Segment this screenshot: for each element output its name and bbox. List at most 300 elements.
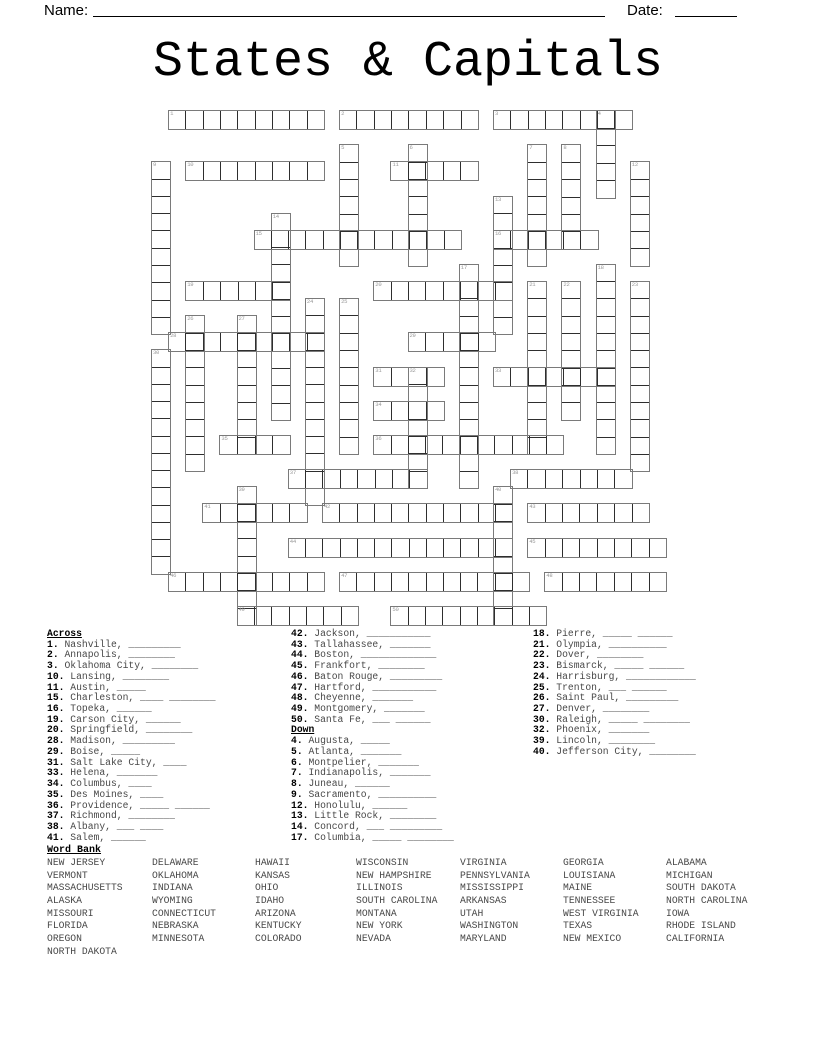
grid-word-49-across bbox=[237, 606, 360, 626]
grid-cell bbox=[631, 215, 649, 232]
grid-cell bbox=[427, 504, 444, 522]
grid-cell bbox=[494, 487, 512, 504]
grid-cell bbox=[341, 539, 358, 557]
word-bank-entry: ILLINOIS bbox=[356, 882, 403, 894]
grid-cell bbox=[238, 162, 255, 180]
word-bank-entry: WASHINGTON bbox=[460, 920, 519, 932]
clue-number: 15. bbox=[47, 692, 65, 704]
clue-number: 42. bbox=[291, 628, 309, 639]
grid-cell-number: 1 bbox=[170, 110, 174, 117]
grid-cell bbox=[340, 386, 358, 403]
grid-cell bbox=[340, 334, 358, 351]
grid-cell bbox=[391, 607, 408, 625]
grid-cell bbox=[409, 368, 427, 385]
grid-cell bbox=[392, 111, 409, 129]
grid-cell-number: 44 bbox=[289, 537, 296, 545]
grid-cell bbox=[461, 436, 478, 454]
clue-item-49: 49. Montgomery, _______ bbox=[291, 703, 425, 715]
grid-cell-number: 8 bbox=[563, 144, 567, 152]
grid-cell bbox=[221, 573, 238, 591]
grid-cell-number: 6 bbox=[409, 144, 413, 152]
word-bank-entry: UTAH bbox=[460, 907, 484, 919]
grid-cell bbox=[461, 162, 478, 180]
grid-cell bbox=[546, 231, 563, 249]
grid-cell bbox=[256, 333, 273, 351]
word-bank-column-3 bbox=[255, 857, 302, 946]
grid-cell bbox=[186, 282, 203, 300]
clue-item-31: 31. Salt Lake City, ____ bbox=[47, 756, 187, 768]
grid-cell bbox=[238, 487, 256, 504]
clue-number: 39. bbox=[533, 735, 551, 747]
grid-cell bbox=[460, 299, 478, 316]
grid-cell bbox=[562, 163, 580, 180]
grid-cell bbox=[341, 231, 358, 249]
clue-item-20: 20. Springfield, ________ bbox=[47, 724, 193, 736]
grid-cell bbox=[631, 351, 649, 368]
grid-cell bbox=[169, 333, 186, 351]
grid-cell bbox=[528, 197, 546, 214]
grid-cell bbox=[409, 282, 426, 300]
grid-cell bbox=[152, 162, 170, 179]
grid-cell bbox=[513, 436, 530, 454]
grid-cell-number: 14 bbox=[272, 212, 279, 220]
grid-cell bbox=[409, 436, 426, 454]
word-bank-entry: NEW MEXICO bbox=[563, 932, 622, 944]
grid-cell bbox=[272, 404, 290, 420]
clue-item-11: 11. Austin, _____ bbox=[47, 681, 146, 693]
grid-cell bbox=[186, 333, 203, 351]
grid-cell bbox=[479, 333, 496, 351]
grid-cell bbox=[273, 504, 290, 522]
word-bank-entry: IDAHO bbox=[255, 894, 285, 906]
grid-cell bbox=[169, 111, 186, 129]
grid-cell bbox=[631, 282, 649, 299]
clue-item-13: 13. Little Rock, ________ bbox=[291, 810, 437, 822]
grid-cell-number: 40 bbox=[495, 486, 502, 494]
grid-cell bbox=[547, 436, 563, 454]
clue-item-50: 50. Santa Fe, ___ ______ bbox=[291, 713, 431, 725]
clue-item-16: 16. Topeka, ______ bbox=[47, 703, 152, 715]
grid-cell bbox=[186, 368, 204, 385]
clue-item-22: 22. Dover, ________ bbox=[533, 649, 644, 661]
word-bank-entry: PENNSYLVANIA bbox=[460, 869, 530, 881]
grid-cell bbox=[238, 403, 256, 420]
grid-word-1-across bbox=[168, 110, 325, 130]
grid-cell bbox=[289, 470, 306, 488]
grid-cell bbox=[528, 250, 546, 266]
grid-cell bbox=[529, 231, 546, 249]
grid-cell bbox=[427, 111, 444, 129]
grid-cell bbox=[392, 573, 409, 591]
grid-cell bbox=[204, 573, 221, 591]
grid-cell bbox=[272, 214, 290, 231]
grid-cell bbox=[358, 539, 375, 557]
grid-cell-number: 39 bbox=[238, 486, 245, 494]
grid-cell bbox=[597, 334, 615, 351]
grid-cell bbox=[581, 231, 597, 249]
grid-cell bbox=[494, 301, 512, 318]
grid-cell bbox=[528, 163, 546, 180]
grid-cell bbox=[340, 197, 358, 214]
grid-cell bbox=[272, 607, 289, 625]
grid-cell bbox=[221, 333, 238, 351]
grid-cell-number: 26 bbox=[187, 315, 194, 323]
clue-number: 43. bbox=[291, 638, 309, 650]
clue-item-9: 9. Sacramento, __________ bbox=[291, 788, 437, 800]
clue-number: 48. bbox=[291, 692, 309, 704]
grid-cell-number: 15 bbox=[255, 229, 262, 237]
clue-number: 5. bbox=[291, 745, 303, 757]
grid-cell-number: 34 bbox=[375, 400, 382, 408]
word-bank-entry: OHIO bbox=[255, 882, 279, 894]
grid-cell bbox=[528, 282, 546, 299]
grid-cell bbox=[306, 403, 324, 420]
grid-cell bbox=[545, 573, 562, 591]
grid-cell bbox=[631, 180, 649, 197]
grid-cell bbox=[460, 455, 478, 472]
grid-cell-number: 45 bbox=[529, 537, 536, 545]
word-bank-entry: KANSAS bbox=[255, 869, 290, 881]
grid-cell bbox=[443, 436, 460, 454]
grid-word-34-across bbox=[373, 401, 444, 421]
grid-cell bbox=[152, 350, 170, 367]
grid-cell bbox=[562, 317, 580, 334]
grid-word-33-across bbox=[493, 367, 616, 387]
grid-cell bbox=[152, 523, 170, 540]
grid-cell bbox=[513, 573, 529, 591]
grid-cell bbox=[562, 334, 580, 351]
grid-cell bbox=[562, 403, 580, 419]
grid-cell bbox=[392, 402, 410, 420]
grid-cell-number: 10 bbox=[187, 161, 194, 169]
word-bank-header: Word Bank bbox=[47, 845, 102, 856]
word-bank-entry: CONNECTICUT bbox=[152, 907, 216, 919]
grid-cell bbox=[393, 231, 410, 249]
grid-cell bbox=[203, 504, 220, 522]
clue-number: 16. bbox=[47, 703, 65, 715]
grid-cell bbox=[494, 231, 511, 249]
clue-item-6: 6. Montpelier, _______ bbox=[291, 756, 419, 768]
grid-cell bbox=[444, 573, 461, 591]
grid-cell bbox=[597, 573, 614, 591]
grid-cell bbox=[461, 539, 478, 557]
grid-cell bbox=[392, 436, 409, 454]
grid-cell bbox=[392, 504, 409, 522]
clue-item-24: 24. Harrisburg, ____________ bbox=[533, 670, 696, 682]
grid-cell bbox=[597, 420, 615, 437]
grid-cell bbox=[460, 472, 478, 488]
clue-item-36: 36. Providence, _____ ______ bbox=[47, 799, 210, 811]
grid-cell-number: 9 bbox=[153, 161, 157, 169]
clue-number: 12. bbox=[291, 799, 309, 811]
grid-cell bbox=[478, 607, 495, 625]
grid-cell bbox=[392, 282, 409, 300]
grid-word-48-across bbox=[544, 572, 667, 592]
grid-cell bbox=[631, 420, 649, 437]
grid-cell bbox=[340, 163, 358, 180]
grid-cell bbox=[631, 317, 649, 334]
clue-item-23: 23. Bismarck, _____ ______ bbox=[533, 660, 685, 672]
grid-cell bbox=[444, 282, 461, 300]
grid-cell-number: 36 bbox=[375, 434, 382, 442]
word-bank-entry: COLORADO bbox=[255, 932, 302, 944]
grid-cell bbox=[580, 539, 597, 557]
grid-cell bbox=[409, 607, 426, 625]
grid-cell-number: 38 bbox=[512, 469, 519, 477]
clue-item-35: 35. Des Moines, ____ bbox=[47, 788, 164, 800]
grid-cell bbox=[152, 214, 170, 231]
grid-cell bbox=[598, 368, 614, 386]
grid-cell bbox=[597, 265, 615, 282]
grid-cell bbox=[340, 316, 358, 333]
clue-item-15: 15. Charleston, ____ ________ bbox=[47, 692, 216, 704]
grid-cell bbox=[340, 351, 358, 368]
grid-cell bbox=[496, 282, 512, 300]
grid-cell bbox=[256, 436, 274, 454]
grid-cell bbox=[546, 470, 563, 488]
grid-cell bbox=[631, 455, 649, 471]
grid-cell bbox=[650, 539, 666, 557]
grid-cell-number: 17 bbox=[460, 263, 467, 271]
grid-cell bbox=[460, 403, 478, 420]
grid-cell-number: 48 bbox=[546, 571, 553, 579]
grid-cell bbox=[324, 607, 341, 625]
clue-number: 33. bbox=[47, 767, 65, 779]
clue-number: 46. bbox=[291, 670, 309, 682]
grid-cell bbox=[528, 180, 546, 197]
grid-cell bbox=[444, 111, 461, 129]
clue-item-19: 19. Carson City, ______ bbox=[47, 713, 181, 725]
grid-cell bbox=[238, 316, 256, 333]
grid-cell bbox=[444, 539, 461, 557]
word-bank-entry: SOUTH DAKOTA bbox=[666, 882, 736, 894]
grid-cell bbox=[631, 249, 649, 265]
grid-cell bbox=[426, 436, 443, 454]
grid-cell bbox=[340, 420, 358, 437]
grid-cell bbox=[238, 436, 256, 454]
grid-cell bbox=[631, 438, 649, 455]
clue-number: 14. bbox=[291, 820, 309, 832]
clue-number: 28. bbox=[47, 735, 65, 747]
grid-cell bbox=[494, 368, 511, 386]
grid-cell bbox=[152, 506, 170, 523]
clue-number: 21. bbox=[533, 638, 551, 650]
grid-word-28-across bbox=[168, 332, 325, 352]
grid-cell bbox=[272, 352, 290, 369]
grid-cell bbox=[323, 539, 340, 557]
clue-number: 1. bbox=[47, 638, 59, 650]
clue-number: 11. bbox=[47, 681, 65, 693]
grid-cell bbox=[511, 111, 528, 129]
grid-cell bbox=[562, 282, 580, 299]
word-bank-column-1 bbox=[47, 857, 123, 958]
grid-cell bbox=[340, 403, 358, 420]
grid-word-2-across bbox=[339, 110, 479, 130]
grid-cell bbox=[562, 299, 580, 316]
grid-cell-number: 25 bbox=[341, 298, 348, 306]
clue-number: 13. bbox=[291, 810, 309, 822]
clue-number: 38. bbox=[47, 820, 65, 832]
grid-cell-number: 42 bbox=[324, 503, 331, 511]
clue-number: 41. bbox=[47, 831, 65, 843]
grid-cell-number: 13 bbox=[495, 195, 502, 203]
word-bank-entry: ARKANSAS bbox=[460, 894, 507, 906]
grid-cell-number: 3 bbox=[495, 110, 499, 117]
grid-cell bbox=[615, 504, 632, 522]
grid-cell bbox=[631, 232, 649, 249]
clue-number: 25. bbox=[533, 681, 551, 693]
clue-number: 2. bbox=[47, 649, 59, 661]
clue-number: 34. bbox=[47, 778, 65, 790]
grid-cell-number: 7 bbox=[529, 144, 533, 152]
clue-number: 32. bbox=[533, 724, 551, 736]
grid-cell bbox=[306, 368, 324, 385]
grid-cell bbox=[341, 470, 358, 488]
grid-cell bbox=[391, 162, 409, 180]
grid-cell bbox=[238, 333, 255, 351]
grid-cell bbox=[427, 573, 444, 591]
grid-cell bbox=[290, 111, 307, 129]
grid-cell-number: 29 bbox=[409, 332, 416, 340]
grid-cell bbox=[374, 282, 391, 300]
clue-number: 18. bbox=[533, 628, 551, 639]
grid-cell bbox=[427, 539, 444, 557]
grid-cell-number: 12 bbox=[631, 161, 638, 169]
grid-cell bbox=[375, 504, 392, 522]
grid-cell bbox=[306, 231, 323, 249]
grid-cell bbox=[221, 162, 238, 180]
grid-cell bbox=[460, 368, 478, 385]
grid-cell bbox=[273, 282, 289, 300]
grid-cell-number: 18 bbox=[597, 263, 604, 271]
grid-cell bbox=[632, 573, 649, 591]
grid-cell bbox=[358, 231, 375, 249]
grid-cell bbox=[256, 573, 273, 591]
grid-cell bbox=[494, 111, 511, 129]
grid-word-44-across bbox=[288, 538, 513, 558]
grid-cell bbox=[461, 504, 478, 522]
clue-number: 24. bbox=[533, 670, 551, 682]
clue-number: 3. bbox=[47, 660, 59, 672]
clue-item-33: 33. Helena, _______ bbox=[47, 767, 158, 779]
grid-word-9-down bbox=[151, 161, 171, 335]
clue-item-45: 45. Frankfort, ________ bbox=[291, 660, 425, 672]
grid-cell bbox=[340, 299, 358, 316]
grid-cell-number: 28 bbox=[170, 332, 177, 340]
clue-item-42: 42. Jackson, ___________ bbox=[291, 628, 431, 639]
grid-word-25-down bbox=[339, 298, 359, 455]
clue-item-12: 12. Honolulu, ______ bbox=[291, 799, 408, 811]
grid-cell bbox=[546, 539, 563, 557]
grid-cell-number: 43 bbox=[529, 503, 536, 511]
clue-item-5: 5. Atlanta, _______ bbox=[291, 745, 402, 757]
clue-item-34: 34. Columbus, ____ bbox=[47, 778, 152, 790]
grid-word-50-across bbox=[390, 606, 547, 626]
word-bank-column-4 bbox=[356, 857, 437, 946]
grid-word-47-across bbox=[339, 572, 530, 592]
clue-number: 37. bbox=[47, 810, 65, 822]
grid-cell bbox=[462, 111, 478, 129]
clue-item-44: 44. Boston, _____________ bbox=[291, 649, 437, 661]
grid-cell bbox=[409, 250, 427, 266]
grid-cell bbox=[426, 282, 443, 300]
clue-number: 31. bbox=[47, 756, 65, 768]
word-bank-entry: MICHIGAN bbox=[666, 869, 713, 881]
grid-cell bbox=[306, 299, 324, 316]
grid-cell bbox=[152, 488, 170, 505]
grid-cell bbox=[324, 231, 341, 249]
word-bank-entry: MISSISSIPPI bbox=[460, 882, 524, 894]
grid-cell bbox=[358, 504, 375, 522]
grid-cell bbox=[186, 386, 204, 403]
clue-item-25: 25. Trenton, ___ ______ bbox=[533, 681, 667, 693]
clue-number: 47. bbox=[291, 681, 309, 693]
grid-cell bbox=[357, 111, 374, 129]
clue-number: 50. bbox=[291, 713, 309, 725]
grid-cell bbox=[528, 317, 546, 334]
clue-item-21: 21. Olympia, __________ bbox=[533, 638, 667, 650]
grid-cell bbox=[496, 504, 512, 522]
clue-item-41: 41. Salem, ______ bbox=[47, 831, 146, 843]
grid-cell bbox=[152, 385, 170, 402]
grid-cell bbox=[239, 282, 256, 300]
grid-cell bbox=[529, 368, 546, 386]
clue-item-1: 1. Nashville, _________ bbox=[47, 638, 181, 650]
grid-word-23-down bbox=[630, 281, 650, 472]
grid-cell-number: 27 bbox=[238, 315, 245, 323]
grid-cell bbox=[528, 145, 546, 162]
grid-cell bbox=[186, 437, 204, 454]
grid-cell bbox=[308, 111, 324, 129]
grid-cell bbox=[563, 539, 580, 557]
date-label: Date: bbox=[627, 2, 663, 19]
grid-cell bbox=[238, 368, 256, 385]
grid-cell-number: 16 bbox=[495, 229, 502, 237]
grid-cell-number: 50 bbox=[392, 605, 399, 613]
grid-cell-number: 11 bbox=[392, 161, 399, 169]
grid-cell bbox=[152, 419, 170, 436]
grid-cell bbox=[273, 333, 290, 351]
word-bank-entry: NEW JERSEY bbox=[47, 857, 106, 868]
grid-cell bbox=[152, 197, 170, 214]
grid-cell bbox=[580, 504, 597, 522]
grid-cell-number: 5 bbox=[341, 144, 345, 152]
grid-cell bbox=[461, 282, 478, 300]
grid-cell bbox=[461, 333, 479, 351]
grid-cell bbox=[410, 539, 427, 557]
clue-number: 22. bbox=[533, 649, 551, 661]
grid-cell bbox=[461, 607, 478, 625]
grid-cell bbox=[597, 386, 615, 403]
grid-cell bbox=[255, 607, 272, 625]
grid-cell bbox=[152, 540, 170, 557]
grid-cell bbox=[409, 197, 427, 214]
name-label: Name: bbox=[44, 2, 89, 19]
grid-cell bbox=[615, 470, 631, 488]
grid-cell bbox=[238, 351, 256, 368]
grid-cell bbox=[529, 111, 546, 129]
grid-cell bbox=[340, 504, 357, 522]
grid-cell-number: 49 bbox=[238, 605, 245, 613]
grid-cell bbox=[496, 573, 513, 591]
grid-cell bbox=[204, 333, 221, 351]
grid-cell bbox=[340, 250, 358, 266]
grid-cell bbox=[631, 334, 649, 351]
grid-cell bbox=[272, 231, 289, 249]
grid-cell bbox=[494, 197, 512, 214]
grid-cell bbox=[306, 316, 324, 333]
grid-cell bbox=[564, 231, 581, 249]
